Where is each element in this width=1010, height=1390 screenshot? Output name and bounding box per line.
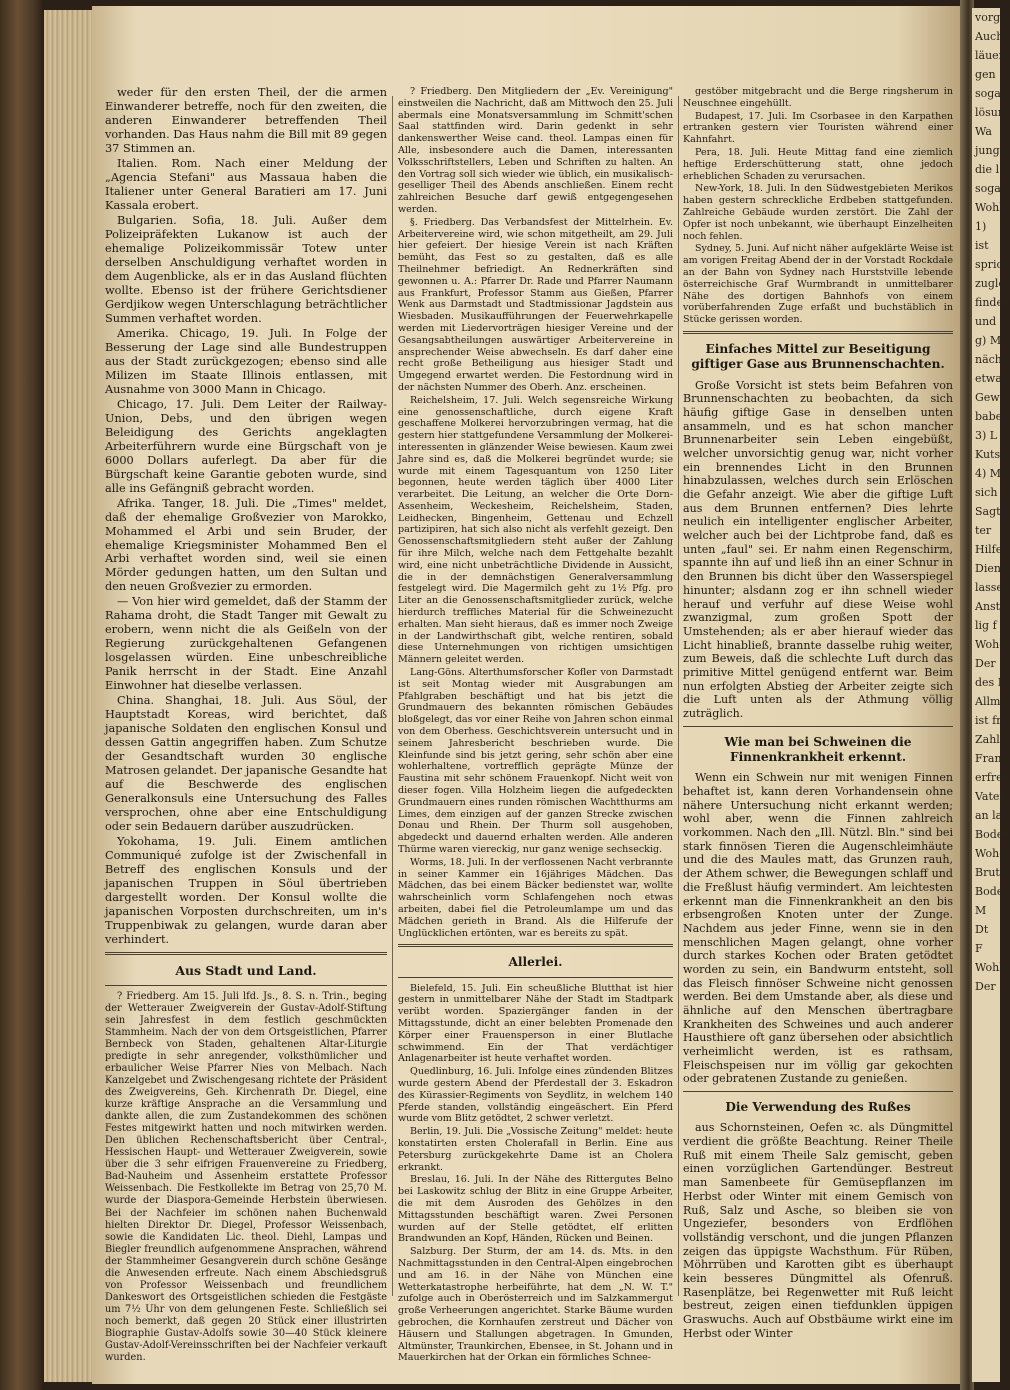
next-page-fragment: babe (975, 410, 1003, 423)
article-paragraph: Worms, 18. Juli. In der verflossenen Nacht verbrannte in seiner Kammer ein 16jähriges Mädchen. Das Mädchen, das bei einem Bäcker bedienstet war, wollte wahrscheinlich vorm Schlafengehen noch etwas arbeiten, dabei fiel die Petroleumlampe um und das Mädchen gerieth in Brand. Als die Hilferufe der Unglücklichen ertönten, war es bereits zu spät. (398, 856, 673, 939)
section-divider (398, 944, 673, 947)
article-paragraph: Bulgarien. Sofia, 18. Juli. Außer dem Polizeipräfekten Lukanow ist auch der ehemalige Polizeikommissär Totew unter derselben Anschuldigung verhaftet worden in dem Augenblicke, als er in das Ausland flüchten wollte. Ebenso ist der frühere Gerichtsdiener Gerdjikow wegen Unterschlagung beträchtlicher Summen verhaftet worden. (105, 213, 387, 325)
next-page-fragment: 4) M (975, 467, 1002, 480)
next-page-edge (972, 8, 1010, 1382)
article-paragraph: Reichelsheim, 17. Juli. Welch segensreiche Wirkung eine genossenschaftliche, durch eigene Kraft geschaffene Molkerei hervorzubringen vermag, hat die gestern hier stattgefundene Versammlung der Molkerei-interessenten in glänzender Weise bewiesen. Kaum zwei Jahre sind es, daß die Molkerei begründet wurde; sie wurde mit einem Tagesquantum von 1250 Liter begonnen, heute werden täglich über 4000 Liter verarbeitet. Die Leitung, an welcher die Orte Dorn-Assenheim, Weckesheim, Reichelsheim, Staden, Leidhecken, Bingenheim, Gettenau und Echzell partizipiren, hat sich also nicht als verfehlt gezeigt. Den Genossenschaftsmitgliedern steht außer der Zahlung für ihre Milch, welche nach dem Fettgehalte bezahlt wird, eine nicht unbeträchtliche Dividende in Aussicht, die in der demnächstigen Generalversammlung festgelegt wird. Die Magermilch geht zu 1½ Pfg. pro Liter an die Genossenschaftsmitglieder zurück, welche hierdurch treffliches Material für die Schweinezucht erhalten. Man sieht hieraus, daß es immer noch Zweige in der Landwirthschaft gibt, welche rentiren, sobald diese Unternehmungen von richtigen umsichtigen Männern geleitet werden. (398, 394, 673, 666)
next-page-fragment: Wohe (975, 638, 1006, 651)
next-page-fragment: 3) L (975, 429, 998, 442)
next-page-fragment: Der (975, 657, 996, 670)
next-page-fragment: Auch (975, 30, 1004, 43)
article-paragraph: gestöber mitgebracht und die Berge ringsherum in Neuschnee eingehüllt. (683, 86, 953, 109)
next-page-fragment: läuer (975, 49, 1004, 62)
article-paragraph: ? Friedberg. Am 15. Juli lfd. Js., 8. S. n. Trin., beging der Wetterauer Zweigverein der Gustav-Adolf-Stiftung sein Jahresfest in dem festlich geschmückten Stammheim. Nach der von dem Ortsgeistlichen, Pfarrer Bernbeck von Staden, gehaltenen Altar-Liturgie predigte in sehr anregender, volksthümlicher und erbaulicher Weise Pfarrer Nies von Melbach. Nach Kanzelgebet und Zwischengesang richtete der Präsident des Zweigvereins, Geh. Kirchenrath Dr. Diegel, eine kurze kräftige Ansprache an die Versammlung und dankte allen, die zum Zustandekommen des schönen Festes mitgewirkt hatten und noch mitwirken werden. Den üblichen Rechenschaftsbericht über Central-, Hessischen Haupt- und Wetterauer Zweigverein, sowie über die 3 sehr eifrigen Frauenvereine zu Friedberg, Bad-Nauheim und Assenheim erstattete Professor Weissenbach. Die Festkollekte im Betrag von 25,70 M. wurde der Diaspora-Gemeinde Herbstein überwiesen. Bei der Nachfeier im schönen nahen Buchenwald hielten Direktor Dr. Diegel, Professor Weissenbach, sowie die Kandidaten Lic. theol. Diehl, Lampas und Biegler freundlich aufgenommene Ansprachen, während der Stammheimer Gesangverein durch schöne Gesänge die Anwesenden erfreute. Nach einem Abschiedsgruß von Professor Weissenbach und freundlichem Dankeswort des Ortsgeistlichen schieden die Festgäste um 7½ Uhr von dem gelungenen Feste. Schließlich sei noch bemerkt, daß gegen 20 Stück einer illustrirten Biographie Gustav-Adolfs sowie 30—40 Stück kleinere Gustav-Adolf-Vereinsschriften bei der Nachfeier verkauft wurden. (105, 990, 387, 1364)
column-3 (683, 86, 953, 1341)
next-page-fragment: Boden (975, 828, 1010, 841)
article-paragraph: Amerika. Chicago, 19. Juli. In Folge der Besserung der Lage sind alle Bundestruppen aus der Stadt zurückgezogen; ebenso sind alle Milizen im Staate Illinois entlassen, mit Ausnahme von 3000 Mann in Chicago. (105, 326, 387, 396)
local-news (105, 991, 387, 1364)
article-paragraph: Pera, 18. Juli. Heute Mittag fand eine ziemlich heftige Erderschütterung statt, ohne jedoch erheblichen Schaden zu verursachen. (683, 146, 953, 182)
section-title-misc: Allerlei. (508, 955, 563, 970)
section-divider (683, 726, 953, 727)
next-page-fragment: Der (975, 980, 996, 993)
article-paragraph: New-York, 18. Juli. In den Südwestgebieten Merikos haben gestern schreckliche Erdbeben stattgefunden. Zahlreiche Gebäude wurden zerstört. Die Zahl der Opfer ist noch unbekannt, wie überhaupt Einzelheiten noch fehlen. (683, 183, 953, 242)
next-page-fragment: des L (975, 676, 1005, 689)
article-paragraph: Große Vorsicht ist stets beim Befahren von Brunnenschachten zu beobachten, da sich häufig giftige Gase in denselben unten ansammeln, und es hat schon mancher Brunnenarbeiter sein Leben eingebüßt, welcher unvorsichtig genug war, nicht vorher ein brennendes Licht in den Brunnen hinabzulassen, welches durch sein Erlöschen die Gefahr anzeigt. Wie aber die giftige Luft aus dem Brunnen entfernen? Dies lehrte neulich ein intelligenter englischer Arbeiter, welcher auch bei der Lichtprobe fand, daß es unten „faul" sei. Er nahm einen Regenschirm, spannte ihn auf und ließ ihn an einer Schnur in den Brunnen bis dicht über den Wasserspiegel hinunter; alsdann zog er ihn schnell wieder herauf und verfuhr auf diese Weise wohl zwanzigmal, zum großen Spott der Umstehenden; als er aber hierauf wieder das Licht hinabließ, brannte dasselbe ruhig weiter, zum Beweis, daß die schlechte Luft durch das primitive Mittel genügend entfernt war. Beim nun erfolgten Abstieg der Arbeiter zeigte sich die Luft unten als der Athmung völlig zuträglich. (683, 378, 953, 721)
next-page-fragment: Vater (975, 790, 1005, 803)
next-page-fragment: die l (975, 163, 1000, 176)
article-paragraph: ? Friedberg. Den Mitgliedern der „Ev. Vereinigung" einstweilen die Nachricht, daß am Mittwoch den 25. Juli abermals eine Monatsversammlung im Schmitt'schen Saal stattfinden wird. Darin gedenkt in sehr dankenswerther Weise cand. theol. Lampas einen für Alle, insbesondere auch die Damen, interessanten Volksschriftstellers, Leben und Schriften zu halten. An den Vortrag soll sich wieder wie üblich, ein musikalisch-geselliger Theil des Abends anschließen. Einem recht zahlreichen Besuche darf gewiß entgegengesehen werden. (398, 86, 673, 215)
article-paragraph: Quedlinburg, 16. Juli. Infolge eines zündenden Blitzes wurde gestern Abend der Pferdestall der 3. Eskadron des Kürassier-Regiments von Seydlitz, in welchem 140 Pferde standen, vollständig eingeäschert. Ein Pferd wurde vom Blitz getödtet, 2 schwer verletzt. (398, 1066, 673, 1125)
political-news (105, 86, 387, 947)
next-page-fragment: Wa (975, 125, 992, 138)
next-page-fragment: an la (975, 809, 1003, 822)
column-rule-2 (678, 96, 679, 1296)
article-paragraph: Lang-Göns. Alterthumsforscher Kofler von Darmstadt ist seit Montag wieder mit Ausgrabungen am Pfahlgraben beschäftigt und hat bis jetzt die Grundmauern des bekannten römischen Gebäudes bloßgelegt, das vor einer Reihe von Jahren schon einmal von dem Oberhess. Geschichtsverein untersucht und in seinem Jahresbericht beschrieben wurde. Die Kleinfunde sind bis jetzt gering, sehr schön aber eine wohlerhaltene, vortrefflich geprägte Münze der Faustina mit sehr schönem Frauenkopf. Nicht weit von dieser fogen. Villa Holzheim liegen die aufgedeckten Grundmauern eines runden römischen Wachtthurms am Limes, dem einzigen auf der ganzen Strecke zwischen Donau und Rhein. Der Thurm soll ausgehoben, abgedeckt und dauernd erhalten werden. Alle anderen Thürme waren viereckig, nur ganz wenige sechseckig. (398, 667, 673, 855)
local-news-continued (398, 86, 673, 939)
section-title-local: Aus Stadt und Land. (175, 963, 317, 979)
article-paragraph: Afrika. Tanger, 18. Juli. Die „Times" meldet, daß der ehemalige Großvezier von Marokko, Mohammed el Arbi und sein Bruder, der ehemalige Kriegsminister Mohammed Ben el Arbi verhaftet worden sind, weil sie einen Mörder gedungen hatten, um den Sultan und den neuen Großvezier zu ermorden. (105, 496, 387, 594)
next-page-fragment: etwa (975, 372, 1002, 385)
next-page-fragment: sogar (975, 87, 1007, 100)
article-paragraph: Yokohama, 19. Juli. Einem amtlichen Communiqué zufolge ist der Zwischenfall in Betreff des englischen Konsuls und der japanischen Truppen in Söul übertrieben dargestellt worden. Der Konsul wollte die japanischen Vorposten durchschreiten, um in's Truppenbiwak zu gelangen, wurde daran aber verhindert. (105, 835, 387, 947)
section-divider (398, 977, 673, 978)
column-1 (105, 86, 387, 1365)
article-paragraph: China. Shanghai, 18. Juli. Aus Söul, der Hauptstadt Koreas, wird berichtet, daß japanische Soldaten den englischen Konsul und dessen Gattin angegriffen haben. Zum Schutze der Gesandtschaft wurden 30 englische Matrosen gelandet. Der japanische Gesandte hat auf die Beschwerde des englischen Generalkonsuls eine Untersuchung des Falles versprochen, ohne aber eine Entschuldigung oder sein Bedauern darüber auszudrücken. (105, 694, 387, 834)
next-page-fragment: Wohl (975, 961, 1003, 974)
article-title-russ: Die Verwendung des Rußes (725, 1100, 911, 1115)
next-page-fragment: und (975, 315, 997, 328)
next-page-fragment: gen (975, 68, 996, 81)
next-page-fragment: Bode (975, 885, 1004, 898)
next-page-fragment: Allmö (975, 695, 1008, 708)
next-page-fragment: ter (975, 524, 992, 537)
section-divider (683, 331, 953, 334)
column-2 (398, 86, 673, 1365)
next-page-fragment: vorge (975, 11, 1007, 24)
misc-news (398, 983, 673, 1365)
next-page-fragment: Kutsc (975, 448, 1007, 461)
next-page-fragment: Wohl (975, 201, 1003, 214)
article-paragraph: — Von hier wird gemeldet, daß der Stamm der Rahama droht, die Stadt Tanger mit Gewalt zu erobern, wenn nicht die als Geißeln von der Regierung zurückgehaltenen Gefangenen losgelassen würden. Eine unbeschreibliche Panik herrscht in der Stadt. Eine Anzahl Einwohner hat dieselbe verlassen. (105, 595, 387, 693)
section-divider (105, 985, 387, 986)
next-page-fragment: sogar (975, 182, 1007, 195)
next-page-fragment: Zahl (975, 733, 1000, 746)
next-page-fragment: Franz (975, 752, 1008, 765)
next-page-fragment: lösun (975, 106, 1005, 119)
column-rule-1 (392, 96, 393, 1296)
next-page-fragment: erfreu (975, 771, 1010, 784)
next-page-fragment: lig f (975, 619, 997, 632)
next-page-fragment: Wohe (975, 847, 1006, 860)
next-page-fragment: zugle (975, 277, 1005, 290)
article-paragraph: Breslau, 16. Juli. In der Nähe des Rittergutes Belno bei Laskowitz schlug der Blitz in eine Gruppe Arbeiter, die mit dem Ausroden des Gehölzes in den Mittagsstunden beschäftigt waren. Zwei Personen wurden auf der Stelle getödtet, elf erlitten Brandwunden an Kopf, Händen, Rücken und Beinen. (398, 1174, 673, 1245)
next-page-fragment: Sagt (975, 505, 1001, 518)
book-binding (0, 0, 44, 1390)
article-paragraph: Wenn ein Schwein nur mit wenigen Finnen behaftet ist, kann deren Vorhandensein ohne nähere Untersuchung nicht erkannt werden; wohl aber, wenn die Finnen zahlreich vorkommen. Nach den „Ill. Nützl. Bln." sind bei stark finnösen Tieren die Augenschleimhäute und die des Maules matt, das Grunzen rauh, der Athem schwer, die Bewegungen schlaff und die Freßlust häufig vermindert. Am leichtesten erkennt man die Finnenkrankheit an den bis erbsengroßen Knoten unter der Zunge. Nachdem aus jeder Finne, wenn sie in den menschlichen Magen gelangt, ohne vorher durch starkes Kochen oder Braten getödtet worden zu sein, ein Bandwurm entsteht, soll das Fleisch finnöser Schweine nicht genossen werden. Bei dem Umstande aber, als diese und ähnliche auf den Menschen übertragbare Krankheiten des Schweines und auch anderer Hausthiere oft ganz übersehen oder absichtlich verheimlicht werden, ist es rathsam, Fleischspeisen nur im völlig gar gekochten oder gebratenen Zustande zu genießen. (683, 771, 953, 1086)
next-page-fragment: Bruta (975, 866, 1007, 879)
next-page-fragment: sich (975, 486, 998, 499)
article-paragraph: Salzburg. Der Sturm, der am 14. ds. Mts. in den Nachmittagsstunden in den Central-Alpen eingebrochen und am 16. in der Nähe von München eine Wetterkatastrophe herbeiführte, hat dem „N. W. T." zufolge auch in Oberösterreich und im Salzkammergut große Verheerungen angerichtet. Starke Bäume wurden gebrochen, die Kornhaufen zerstreut und Dächer von Häusern und Stallungen abgetragen. In Gmunden, Altmünster, Traunkirchen, Ebensee, in St. Johann und in Mauerkirchen hat der Orkan ein förmliches Schnee- (398, 1246, 673, 1364)
next-page-fragment: junge (975, 144, 1007, 157)
article-russ (683, 1121, 953, 1340)
article-paragraph: Budapest, 17. Juli. Im Csorbasee in den Karpathen ertranken gestern vier Touristen während einer Kahnfahrt. (683, 110, 953, 146)
article-paragraph: Bielefeld, 15. Juli. Ein scheußliche Blutthat ist hier gestern in unmittelbarer Nähe der Stadt im Stadtpark verübt worden. Spaziergänger fanden in der Mittagsstunde, dicht an einer belebten Promenade den Körper einer Frauensperson in einer Blutlache schwimmend. Ein der That verdächtiger Anlagenarbeiter ist heute verhaftet worden. (398, 982, 673, 1065)
article-paragraph: Italien. Rom. Nach einer Meldung der „Agencia Stefani" aus Massaua haben die Italiener unter General Baratieri am 17. Juni Kassala erobert. (105, 156, 387, 212)
next-page-fragment: lassen (975, 581, 1010, 594)
article-title-brunnen: Einfaches Mittel zur Beseitigung giftiger Gase aus Brunnenschachten. (691, 341, 945, 372)
article-title-finnen: Wie man bei Schweinen die Finnenkrankheit erkennt. (724, 734, 912, 765)
article-paragraph: aus Schornsteinen, Oefen ꝛc. als Düngmittel verdient die größte Beachtung. Reiner Theile Ruß mit einem Theile Salz gemischt, geben einen vorzüglichen Gartendünger. Bestreut man Samenbeete für Gemüsepflanzen im Herbst oder Winter mit einem Gemisch von Ruß, Salz und Asche, so bleiben sie von Ungeziefer, besonders von Erdflöhen vollständig verschont, und die jungen Pflanzen zeigen das üppigste Wachsthum. Für Rüben, Möhrrüben und Karotten gibt es überhaupt kein besseres Düngmittel als Ofenruß. Rasenplätze, bei Regenwetter mit Ruß leicht bestreut, zeigen einen tiefdunklen üppigen Graswuchs. Auch auf Obstbäume wirkt eine im Herbst oder Winter (683, 1121, 953, 1340)
next-page-fragment: 1) (975, 220, 987, 233)
article-paragraph: §. Friedberg. Das Verbandsfest der Mittelrhein. Ev. Arbeitervereine wird, wie schon mitgetheilt, am 29. Juli hier gefeiert. Der hiesige Verein ist nach Kräften bemüht, das Fest so zu gestalten, daß es alle Theilnehmer befriedigt. An Rednerkräften sind gewonnen u. A.: Pfarrer Dr. Rade und Pfarrer Naumann aus Frankfurt, Professor Stamm aus Gießen, Pfarrer Wenk aus Darmstadt und Stadtmissionar Jagdstein aus Wiesbaden. Musikaufführungen der Feuerwehrkapelle werden mit Liedervorträgen hiesiger Vereine und der Gesangsabtheilungen auswärtiger Arbeitervereine in ansprechender Weise abwechseln. Es darf daher eine recht große Betheiligung aus hiesiger Stadt und Umgegend erwartet werden. Die Festordnung wird in der nächsten Nummer des Oberh. Anz. erscheinen. (398, 216, 673, 393)
article-brunnen (683, 379, 953, 721)
article-paragraph: weder für den ersten Theil, der die armen Einwanderer betreffe, noch für den zweiten, die anderen Einwanderer betreffenden Theil vorhanden. Das Haus nahm die Bill mit 89 gegen 37 Stimmen an. (105, 86, 387, 155)
article-paragraph: Sydney, 5. Juni. Auf nicht näher aufgeklärte Weise ist am vorigen Freitag Abend der in der Vorstadt Rockdale an der Bahn von Sydney nach Hurststville lebende österreichische Graf Wurmbrandt in unmittelbarer Nähe des dortigen Bahnhofs von einem vorüberfahrenden Zuge erfaßt und buchstäblich in Stücke gerissen worden. (683, 243, 953, 326)
next-page-fragment: nächt (975, 353, 1007, 366)
section-divider (105, 952, 387, 955)
next-page-fragment: M (975, 904, 987, 917)
misc-news-continued (683, 86, 953, 326)
article-paragraph: Berlin, 19. Juli. Die „Vossische Zeitung" meldet: heute konstatirten ersten Cholerafall in Berlin. Eine aus Petersburg zurückgekehrte Dame ist an Cholera erkrankt. (398, 1126, 673, 1173)
next-page-fragment: g) M (975, 334, 1002, 347)
next-page-fragment: ist fr (975, 714, 1002, 727)
next-page-fragment: ist (975, 239, 989, 252)
section-divider (683, 1091, 953, 1092)
next-page-fragment: Gewi (975, 391, 1004, 404)
article-paragraph: Chicago, 17. Juli. Dem Leiter der Railway-Union, Debs, und den übrigen wegen Beleidigung des Gerichts angeklagten Arbeiterführern wurde eine Bürgschaft von je 6000 Dollars auferlegt. Da aber für die Bürgschaft keine Garantie geboten wurde, sind alle ins Gefängniß gebracht worden. (105, 397, 387, 495)
next-page-fragment: Dt (975, 923, 989, 936)
next-page-fragment: sprich (975, 258, 1010, 271)
next-page-fragment: F (975, 942, 983, 955)
next-page-fragment: Dienſ (975, 562, 1006, 575)
next-page-fragment: Hilfe (975, 543, 1003, 556)
next-page-fragment: finden (975, 296, 1010, 309)
article-finnen (683, 771, 953, 1086)
next-page-fragment: Ansta (975, 600, 1007, 613)
